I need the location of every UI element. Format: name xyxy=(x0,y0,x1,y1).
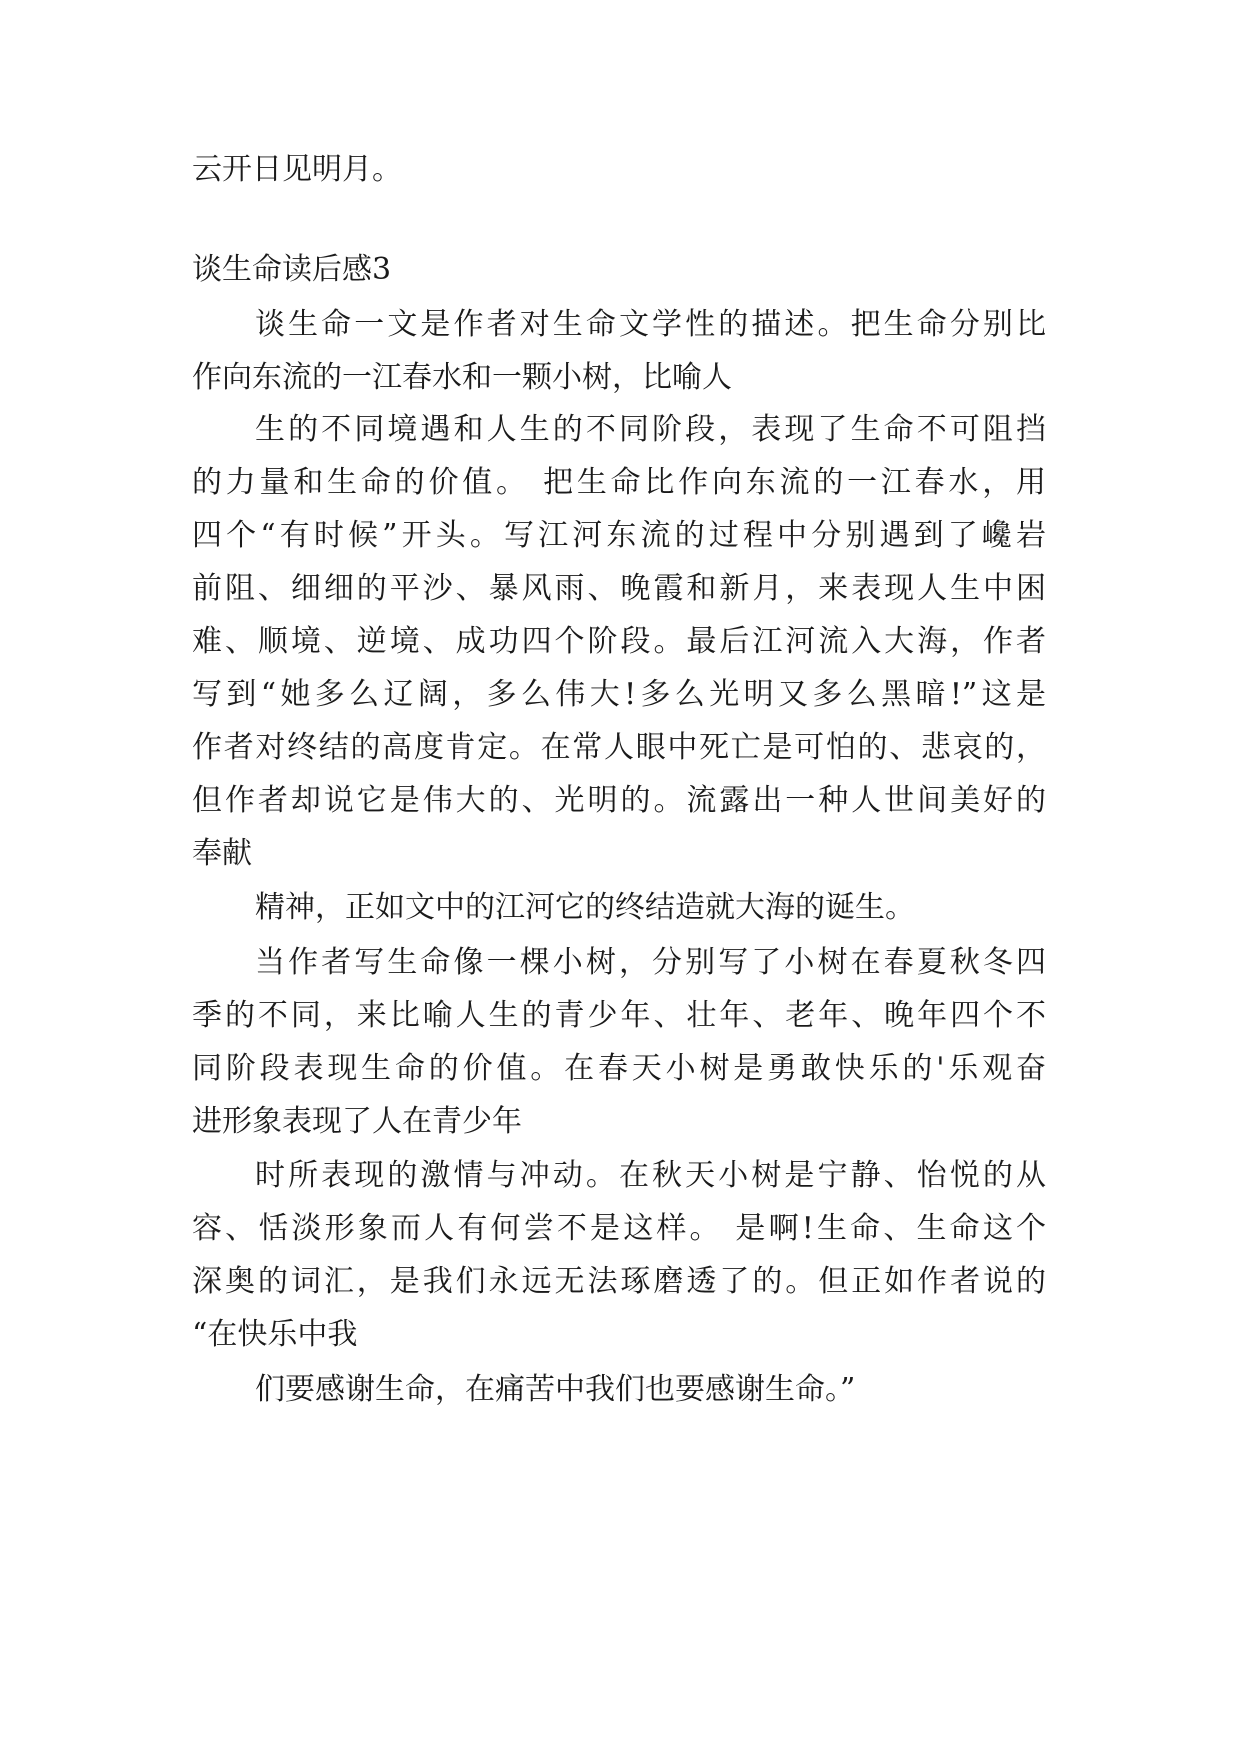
paragraph-line: 同阶段表现生命的价值。在春天小树是勇敢快乐的'乐观奋 xyxy=(192,1051,1046,1086)
paragraph-line: 谈生命一文是作者对生命文学性的描述。把生命分别比 xyxy=(255,307,1046,342)
paragraph-line: 写到“她多么辽阔，多么伟大!多么光明又多么黑暗!”这是 xyxy=(192,677,1046,712)
paragraph-line: 季的不同，来比喻人生的青少年、壮年、老年、晚年四个不 xyxy=(192,998,1046,1033)
paragraph-line: “在快乐中我 xyxy=(192,1317,358,1352)
paragraph-line: 们要感谢生命，在痛苦中我们也要感谢生命。” xyxy=(255,1372,856,1407)
paragraph-line: 时所表现的激情与冲动。在秋天小树是宁静、怡悦的从 xyxy=(255,1158,1046,1193)
paragraph-line: 生的不同境遇和人生的不同阶段，表现了生命不可阻挡 xyxy=(255,412,1046,447)
paragraph-line: 容、恬淡形象而人有何尝不是这样。 是啊!生命、生命这个 xyxy=(192,1211,1046,1246)
paragraph-line: 精神，正如文中的江河它的终结造就大海的诞生。 xyxy=(255,890,915,925)
paragraph-line: 作向东流的一江春水和一颗小树，比喻人 xyxy=(192,360,732,395)
paragraph-line: 但作者却说它是伟大的、光明的。流露出一种人世间美好的 xyxy=(192,783,1046,818)
paragraph-line: 进形象表现了人在青少年 xyxy=(192,1104,522,1139)
paragraph-line: 四个“有时候”开头。写江河东流的过程中分别遇到了巉岩 xyxy=(192,518,1046,553)
paragraph-line: 深奥的词汇，是我们永远无法琢磨透了的。但正如作者说的 xyxy=(192,1264,1046,1299)
paragraph-line: 难、顺境、逆境、成功四个阶段。最后江河流入大海，作者 xyxy=(192,624,1046,659)
paragraph-line: 前阻、细细的平沙、暴风雨、晚霞和新月，来表现人生中困 xyxy=(192,571,1046,606)
paragraph-line: 当作者写生命像一棵小树，分别写了小树在春夏秋冬四 xyxy=(255,945,1046,980)
section-heading: 谈生命读后感3 xyxy=(192,252,392,287)
paragraph-line: 奉献 xyxy=(192,836,252,871)
paragraph-line: 的力量和生命的价值。 把生命比作向东流的一江春水，用 xyxy=(192,465,1046,500)
closing-line: 云开日见明月。 xyxy=(192,152,402,187)
paragraph-line: 作者对终结的高度肯定。在常人眼中死亡是可怕的、悲哀的， xyxy=(192,730,1046,765)
